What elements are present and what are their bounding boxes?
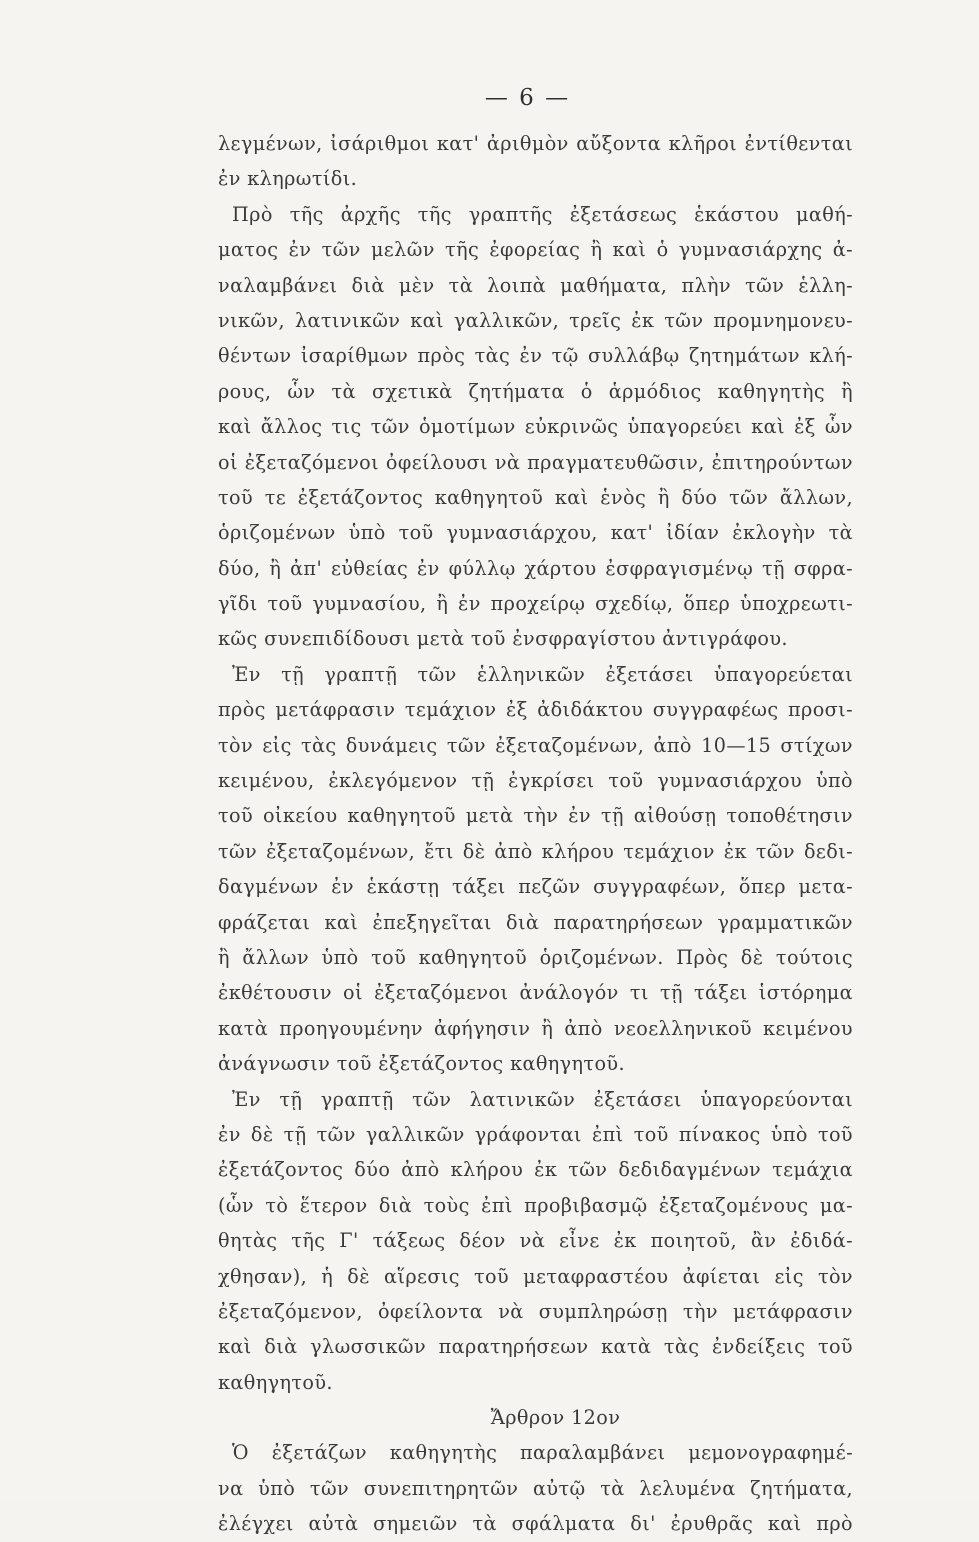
text-line: ἐν κληρωτίδι. [218,167,358,191]
page-number: — 6 — [484,85,571,111]
text-line: Ἐν τῇ γραπτῇ τῶν λατινικῶν ἐξετάσει ὑπαγορεύονται [232,1087,853,1111]
text-line: οἱ ἐξεταζόμενοι ὀφείλουσι νὰ πραγματευθῶσιν, ἐπιτηρούντων [218,450,853,474]
text-line: δαγμένων ἐν ἑκάστῃ τάξει πεζῶν συγγραφέων, ὅπερ μετα- [218,875,853,899]
text-line: ἐν δὲ τῇ τῶν γαλλικῶν γράφονται ἐπὶ τοῦ πίνακος ὑπὸ τοῦ [218,1122,853,1146]
text-line: καὶ διὰ γλωσσικῶν παρατηρήσεων κατὰ τὰς ἐνδείξεις τοῦ [218,1335,853,1359]
text-line: τῶν ἐξεταζομένων, ἔτι δὲ ἀπὸ κλήρου τεμάχιον ἐκ τῶν δεδι- [218,839,853,863]
text-line: ἐκθέτουσιν οἱ ἐξεταζόμενοι ἀνάλογόν τι τῇ τάξει ἱστόρημα [218,981,853,1005]
text-line: φράζεται καὶ ἐπεξηγεῖται διὰ παρατηρήσεων γραμματικῶν [218,910,853,934]
text-line: καὶ ἄλλος τις τῶν ὁμοτίμων εὐκρινῶς ὑπαγορεύει καὶ ἐξ ὧν [218,415,853,439]
text-line: λεγμένων, ἰσάριθμοι κατ' ἀριθμὸν αὔξοντα κλῆροι ἐντίθενται [218,132,853,155]
text-line: ἐλέγχει αὐτὰ σημειῶν τὰ σφάλματα δι' ἐρυθρᾶς καὶ πρὸ [218,1512,853,1536]
text-line: γῖδι τοῦ γυμνασίου, ἢ ἐν προχείρῳ σχεδίῳ, ὅπερ ὑποχρεωτι- [218,592,853,616]
text-line: ἐξεταζόμενον, ὀφείλοντα νὰ συμπληρώσῃ τὴν μετάφρασιν [218,1299,853,1323]
text-line: πρὸς μετάφρασιν τεμάχιον ἐξ ἀδιδάκτου συγγραφέως προσι- [218,698,853,722]
text-line: (ὧν τὸ ἕτερον διὰ τοὺς ἐπὶ προβιβασμῷ ἐξεταζομένους μα- [218,1193,853,1217]
text-line: ἢ ἄλλων ὑπὸ τοῦ καθηγητοῦ ὁριζομένων. Πρὸς δὲ τούτοις [218,945,853,969]
text-line: ὁριζομένων ὑπὸ τοῦ γυμνασιάρχου, κατ' ἰδίαν ἐκλογὴν τὰ [218,521,853,545]
text-line: χθησαν), ἡ δὲ αἵρεσις τοῦ μεταφραστέου ἀφίεται εἰς τὸν [218,1264,853,1288]
text-line: τοῦ τε ἐξετάζοντος καθηγητοῦ καὶ ἑνὸς ἢ δύο τῶν ἄλλων, [218,485,853,509]
text-line: θέντων ἰσαρίθμων πρὸς τὰς ἐν τῷ συλλάβῳ ζητημάτων κλή- [218,344,853,368]
body-text [218,126,853,1542]
text-line: ρους, ὧν τὰ σχετικὰ ζητήματα ὁ ἁρμόδιος καθηγητὴς ἢ [218,379,853,403]
article-heading: Ἄρθρον 12ον [490,1406,621,1430]
text-line: Πρὸ τῆς ἀρχῆς τῆς γραπτῆς ἐξετάσεως ἑκάστου μαθή- [232,202,853,226]
text-line: κῶς συνεπιδίδουσι μετὰ τοῦ ἐνσφραγίστου ἀντιγράφου. [218,627,788,651]
text-line: ναλαμβάνει διὰ μὲν τὰ λοιπὰ μαθήματα, πλὴν τῶν ἑλλη- [218,273,853,297]
text-line: να ὑπὸ τῶν συνεπιτηρητῶν αὐτῷ τὰ λελυμένα ζητήματα, [218,1476,853,1500]
text-line: τὸν εἰς τὰς δυνάμεις τῶν ἐξεταζομένων, ἀπὸ 10—15 στίχων [218,733,853,757]
text-line: Ἐν τῇ γραπτῇ τῶν ἑλληνικῶν ἐξετάσει ὑπαγορεύεται [232,662,853,686]
text-line: νικῶν, λατινικῶν καὶ γαλλικῶν, τρεῖς ἐκ τῶν προμνημονευ- [218,308,853,332]
text-line: θητὰς τῆς Γ' τάξεως δέον νὰ εἶνε ἐκ ποιητοῦ, ἂν ἐδιδά- [218,1229,853,1253]
text-line: τοῦ οἰκείου καθηγητοῦ μετὰ τὴν ἐν τῇ αἰθούσῃ τοποθέτησιν [218,804,853,828]
text-line: καθηγητοῦ. [218,1370,333,1394]
text-line: ἀνάγνωσιν τοῦ ἐξετάζοντος καθηγητοῦ. [218,1052,625,1076]
text-line: ματος ἐν τῶν μελῶν τῆς ἐφορείας ἢ καὶ ὁ γυμνασιάρχης ἀ- [218,238,853,262]
text-line: δύο, ἢ ἀπ' εὐθείας ἐν φύλλῳ χάρτου ἐσφραγισμένῳ τῇ σφρα- [218,556,853,580]
text-line: ἐξετάζοντος δύο ἀπὸ κλήρου ἐκ τῶν δεδιδαγμένων τεμάχια [218,1158,853,1182]
text-line: Ὁ ἐξετάζων καθηγητὴς παραλαμβάνει μεμονογραφημέ- [232,1441,853,1465]
text-line: κατὰ προηγουμένην ἀφήγησιν ἢ ἀπὸ νεοελληνικοῦ κειμένου [218,1016,853,1040]
text-line: κειμένου, ἐκλεγόμενον τῇ ἐγκρίσει τοῦ γυμνασιάρχου ὑπὸ [218,769,853,793]
